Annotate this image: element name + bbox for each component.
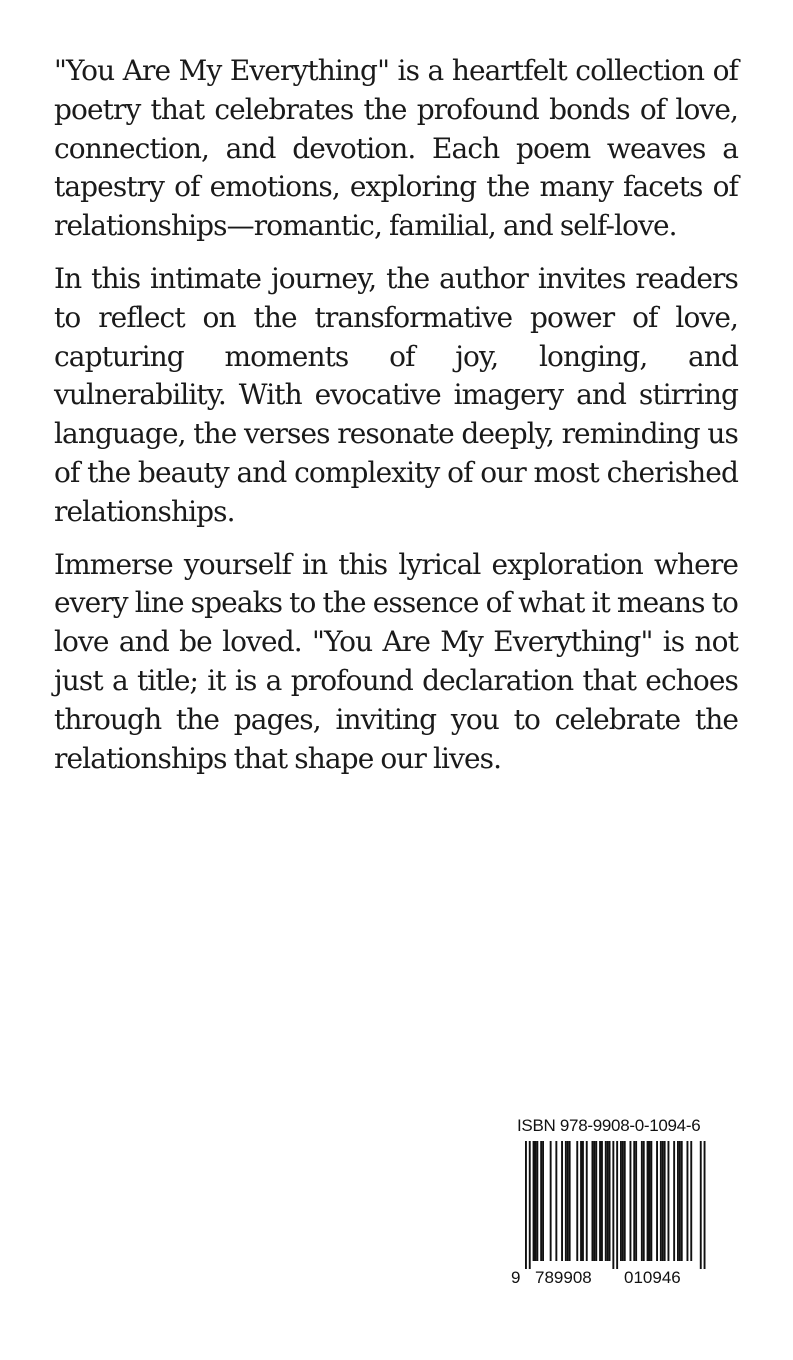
barcode-bar: [595, 1141, 597, 1261]
barcode-bar: [647, 1141, 649, 1261]
barcode-left-digits: 789908: [535, 1268, 592, 1287]
barcode-icon: [509, 1141, 719, 1291]
barcode-bar: [533, 1141, 535, 1261]
barcode-bar: [550, 1141, 552, 1261]
barcode-bar: [700, 1141, 702, 1269]
barcode-bar: [569, 1141, 571, 1261]
barcode-bar: [576, 1141, 578, 1261]
barcode-lead-digit: 9: [511, 1268, 521, 1287]
barcode-bar: [687, 1141, 689, 1261]
barcode-bar: [624, 1141, 626, 1261]
barcode-bar: [592, 1141, 594, 1261]
barcode-bar: [643, 1141, 645, 1261]
isbn-label: ISBN 978-9908-0-1094-6: [517, 1116, 701, 1135]
barcode-bar: [599, 1141, 601, 1261]
blurb-paragraph-3: Immerse yourself in this lyrical exploration where every line speaks to the essence of what it means to love and be loved. "You Are My Everything" is not just a title; it is a profound declaration that echoes through the pages, inviting you to celebrate the relationships that shape our lives.: [54, 547, 738, 775]
barcode-bar: [542, 1141, 544, 1261]
barcode-bar: [704, 1141, 706, 1269]
barcode-bars: [525, 1141, 706, 1269]
barcode-bar: [668, 1141, 670, 1261]
barcode-bar: [656, 1141, 658, 1261]
barcode-bar: [565, 1141, 567, 1261]
barcode-bar: [641, 1141, 643, 1261]
barcode-bar: [580, 1141, 582, 1261]
blurb-paragraph-2: In this intimate journey, the author invites readers to reflect on the transformative power of love, capturing moments of joy, longing, and vulnerability. With evocative imagery and stirring language, the verses resonate deeply, reminding us of the beauty and complexity of our most cherished relationships.: [54, 261, 738, 528]
barcode-bar: [593, 1141, 595, 1261]
barcode-bar: [681, 1141, 683, 1261]
barcode-bar: [525, 1141, 527, 1269]
blurb-text: [54, 52, 738, 792]
barcode-bar: [586, 1141, 588, 1261]
barcode-bar: [612, 1141, 614, 1269]
barcode-bar: [535, 1141, 537, 1261]
barcode-bar: [567, 1141, 569, 1261]
barcode-bar: [660, 1141, 662, 1261]
barcode-bar: [555, 1141, 557, 1261]
isbn-barcode-block: [509, 1113, 719, 1293]
barcode-bar: [673, 1141, 675, 1261]
barcode-bar: [607, 1141, 609, 1261]
barcode-bar: [605, 1141, 607, 1261]
barcode-bar: [649, 1141, 651, 1261]
barcode-bar: [536, 1141, 538, 1261]
barcode-bar: [529, 1141, 531, 1269]
barcode-bar: [601, 1141, 603, 1261]
barcode-bar: [664, 1141, 666, 1261]
barcode-bar: [620, 1141, 622, 1261]
barcode-bar: [662, 1141, 664, 1261]
barcode-bar: [561, 1141, 563, 1261]
barcode-bar: [690, 1141, 692, 1261]
barcode-bar: [635, 1141, 637, 1261]
barcode-bar: [630, 1141, 632, 1261]
barcode-bar: [650, 1141, 652, 1261]
blurb-paragraph-1: "You Are My Everything" is a heartfelt collection of poetry that celebrates the profound bonds of love, connection, and devotion. Each poem weaves a tapestry of emotions, exploring the many facets of relationships—romantic, familial, and self-love.: [54, 54, 738, 243]
barcode-bar: [616, 1141, 618, 1269]
barcode-bar: [622, 1141, 624, 1261]
barcode-bar: [679, 1141, 681, 1261]
barcode-bar: [677, 1141, 679, 1261]
barcode-right-digits: 010946: [624, 1268, 681, 1287]
barcode-bar: [633, 1141, 635, 1261]
barcode-bar: [609, 1141, 611, 1261]
barcode-bar: [582, 1141, 584, 1261]
barcode-bar: [540, 1141, 542, 1261]
